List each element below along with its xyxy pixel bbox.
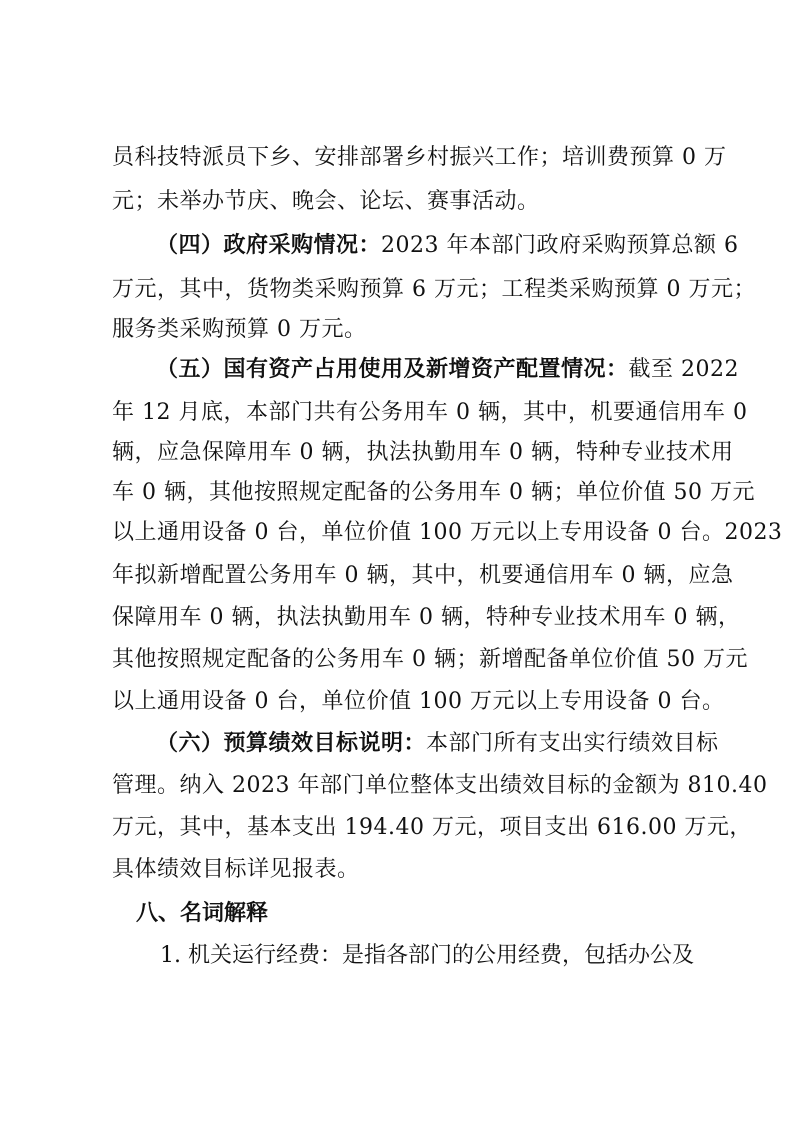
- paragraph-line: 万元，其中，货物类采购预算 6 万元；工程类采购预算 0 万元；: [112, 277, 756, 302]
- section-heading-glossary: 八、名词解释: [136, 901, 269, 926]
- subsection-heading-procurement: （四）政府采购情况：: [156, 233, 382, 258]
- paragraph-line: 保障用车 0 辆，执法执勤用车 0 辆，特种专业技术用车 0 辆，: [112, 605, 741, 630]
- paragraph-line: 车 0 辆，其他按照规定配备的公务用车 0 辆；单位价值 50 万元: [112, 480, 755, 505]
- paragraph-text: 截至 2022: [628, 357, 739, 382]
- paragraph-line: 管理。纳入 2023 年部门单位整体支出绩效目标的金额为 810.40: [112, 773, 768, 798]
- paragraph-line: 服务类采购预算 0 万元。: [112, 317, 367, 342]
- paragraph-line: 具体绩效目标详见报表。: [112, 857, 360, 882]
- paragraph-line: 万元，其中，基本支出 194.40 万元，项目支出 616.00 万元，: [112, 815, 752, 840]
- definition-item: 1. 机关运行经费：是指各部门的公用经费，包括办公及: [160, 943, 694, 968]
- paragraph-line: [156, 226, 739, 266]
- paragraph-line: [156, 350, 739, 390]
- subsection-heading-assets: （五）国有资产占用使用及新增资产配置情况：: [156, 357, 629, 382]
- subsection-heading-performance: （六）预算绩效目标说明：: [156, 731, 427, 756]
- paragraph-line: 年拟新增配置公务用车 0 辆，其中，机要通信用车 0 辆，应急: [112, 563, 734, 588]
- paragraph-text: 本部门所有支出实行绩效目标: [426, 731, 719, 756]
- paragraph-line: 辆，应急保障用车 0 辆，执法执勤用车 0 辆，特种专业技术用: [112, 440, 734, 465]
- paragraph-line: 其他按照规定配备的公务用车 0 辆；新增配备单位价值 50 万元: [112, 647, 748, 672]
- paragraph-line: 以上通用设备 0 台，单位价值 100 万元以上专用设备 0 台。: [112, 689, 725, 714]
- paragraph-line: 以上通用设备 0 台，单位价值 100 万元以上专用设备 0 台。2023: [112, 520, 783, 545]
- paragraph-line: [156, 724, 719, 764]
- paragraph-line: 元；未举办节庆、晚会、论坛、赛事活动。: [112, 189, 540, 214]
- paragraph-text: 2023 年本部门政府采购预算总额 6: [381, 233, 739, 258]
- paragraph-line: 员科技特派员下乡、安排部署乡村振兴工作；培训费预算 0 万: [112, 145, 727, 170]
- paragraph-line: 年 12 月底，本部门共有公务用车 0 辆，其中，机要通信用车 0: [112, 400, 748, 425]
